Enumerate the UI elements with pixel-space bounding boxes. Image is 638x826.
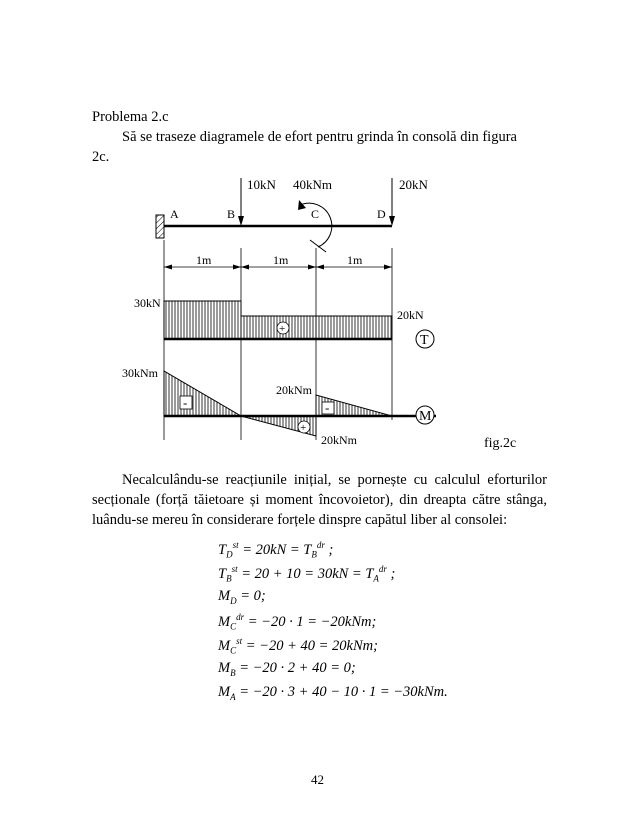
intro-line-2: 2c.: [92, 149, 110, 165]
span-bc: 1m: [273, 253, 289, 267]
shear-tag: T: [420, 333, 429, 348]
moment-sign-mid: +: [300, 422, 307, 434]
equation-5: $M_Cst = -20 + 40 = 20kNm$;: [218, 636, 378, 656]
equation-6: $M_B = -20 \cdot 2 + 40 = 0$;: [218, 660, 356, 678]
equation-1: $T_D^{st} = 20kN = T_B^{dr}$ ;: [218, 540, 334, 560]
shear-label-left: 30kN: [134, 296, 161, 310]
figure-caption: fig.2c: [484, 436, 517, 451]
moment-label-left: 30kNm: [122, 366, 158, 380]
moment-label-mid-top: 20kNm: [276, 383, 312, 397]
point-a: A: [170, 207, 179, 221]
span-cd: 1m: [347, 253, 363, 267]
shear-sign: +: [279, 323, 286, 335]
point-d: D: [377, 207, 386, 221]
page-number: 42: [311, 772, 324, 787]
problem-heading: Problema 2.c: [92, 109, 169, 125]
moment-label-mid-bottom: 20kNm: [321, 433, 357, 447]
moment-sign-left: -: [183, 395, 188, 410]
equation-4: $M_C^{dr} = -20 \cdot 1 = -20kNm$;: [218, 612, 377, 632]
shear-diagram: [164, 301, 392, 339]
load-label-c: 40kNm: [293, 177, 332, 192]
equation-2: $T_B^{st} = 20 + 10 = 30kN = T_A^{dr}$ ;: [218, 564, 396, 584]
point-c: C: [311, 207, 320, 221]
intro-line-1: Să se traseze diagramele de efort pentru grinda în consolă din figura: [122, 129, 517, 145]
point-b: B: [227, 207, 236, 221]
shear-label-right: 20kN: [397, 308, 424, 322]
moment-sign-right: -: [325, 400, 330, 415]
load-label-d: 20kN: [399, 177, 428, 192]
equation-3: $M_D = 0$;: [218, 588, 266, 606]
moment-tag: M: [419, 409, 432, 424]
load-label-b: 10kN: [247, 177, 276, 192]
body-paragraph: Necalculându-se reacțiunile inițial, se pornește cu calculul eforturilor secționale (forță tăietoare și moment încovoietor), din dreapta către stânga, luându-se mereu în considerare forțele dinspre capătul liber al consolei:: [92, 472, 547, 528]
equation-7: $M_A = -20 \cdot 3 + 40 - 10 \cdot 1 = -30kNm$.: [218, 684, 448, 702]
span-ab: 1m: [196, 253, 212, 267]
fixed-support: [156, 215, 164, 238]
